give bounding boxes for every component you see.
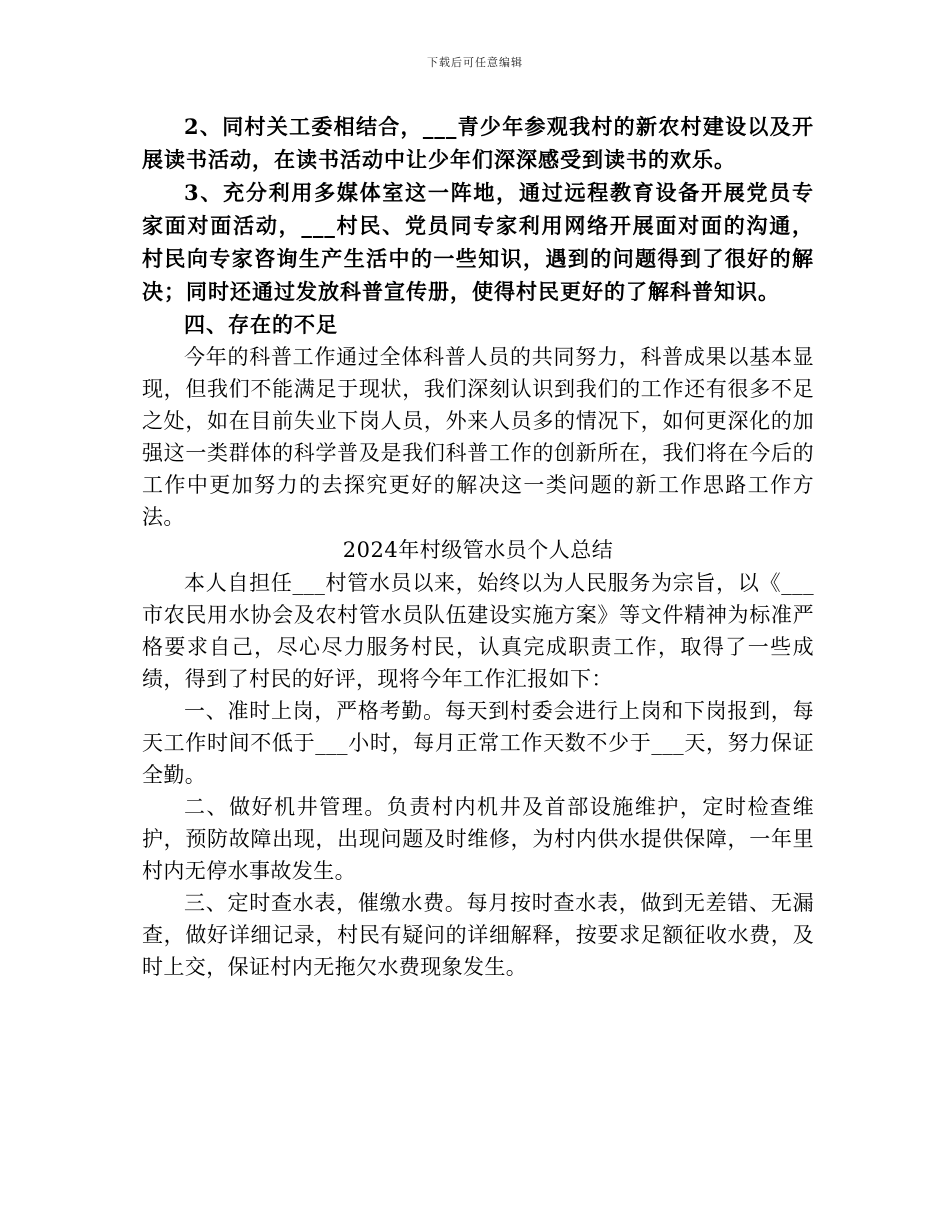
document-body	[142, 110, 814, 983]
paragraph-shortcomings: 今年的科普工作通过全体科普人员的共同努力，科普成果以基本显现，但我们不能满足于现状，我们深刻认识到我们的工作还有很多不足之处，如在目前失业下岗人员，外来人员多的情况下，如何更深化的加强这一类群体的科学普及是我们科普工作的创新所在，我们将在今后的工作中更加努力的去探究更好的解决这一类问题的新工作思路工作方法。	[142, 345, 814, 529]
paragraph-intro: 本人自担任___村管水员以来，始终以为人民服务为宗旨，以《___市农民用水协会及农村管水员队伍建设实施方案》等文件精神为标准严格要求自己，尽心尽力服务村民，认真完成职责工作，取得了一些成绩，得到了村民的好评，现将今年工作汇报如下：	[142, 571, 814, 691]
paragraph-item-three: 三、定时查水表，催缴水费。每月按时查水表，做到无差错、无漏查，做好详细记录，村民有疑问的详细解释，按要求足额征收水费，及时上交，保证村内无拖欠水费现象发生。	[142, 891, 814, 979]
paragraph-item-two: 二、做好机井管理。负责村内机井及首部设施维护，定时检查维护，预防故障出现，出现问题及时维修，为村内供水提供保障，一年里村内无停水事故发生。	[142, 795, 814, 883]
page-header-note: 下载后可任意编辑	[427, 56, 523, 69]
paragraph-item-2: 2、同村关工委相结合，___青少年参观我村的新农村建设以及开展读书活动，在读书活动中让少年们深深感受到读书的欢乐。	[142, 114, 814, 172]
document-title: 2024年村级管水员个人总结	[342, 538, 614, 562]
section-heading: 四、存在的不足	[184, 312, 338, 337]
paragraph-item-one: 一、准时上岗，严格考勤。每天到村委会进行上岗和下岗报到，每天工作时间不低于___小时，每月正常工作天数不少于___天，努力保证全勤。	[142, 699, 814, 787]
paragraph-item-3: 3、充分利用多媒体室这一阵地，通过远程教育设备开展党员专家面对面活动，___村民、党员同专家利用网络开展面对面的沟通，村民向专家咨询生产生活中的一些知识，遇到的问题得到了很好的解决；同时还通过发放科普宣传册，使得村民更好的了解科普知识。	[142, 180, 814, 304]
